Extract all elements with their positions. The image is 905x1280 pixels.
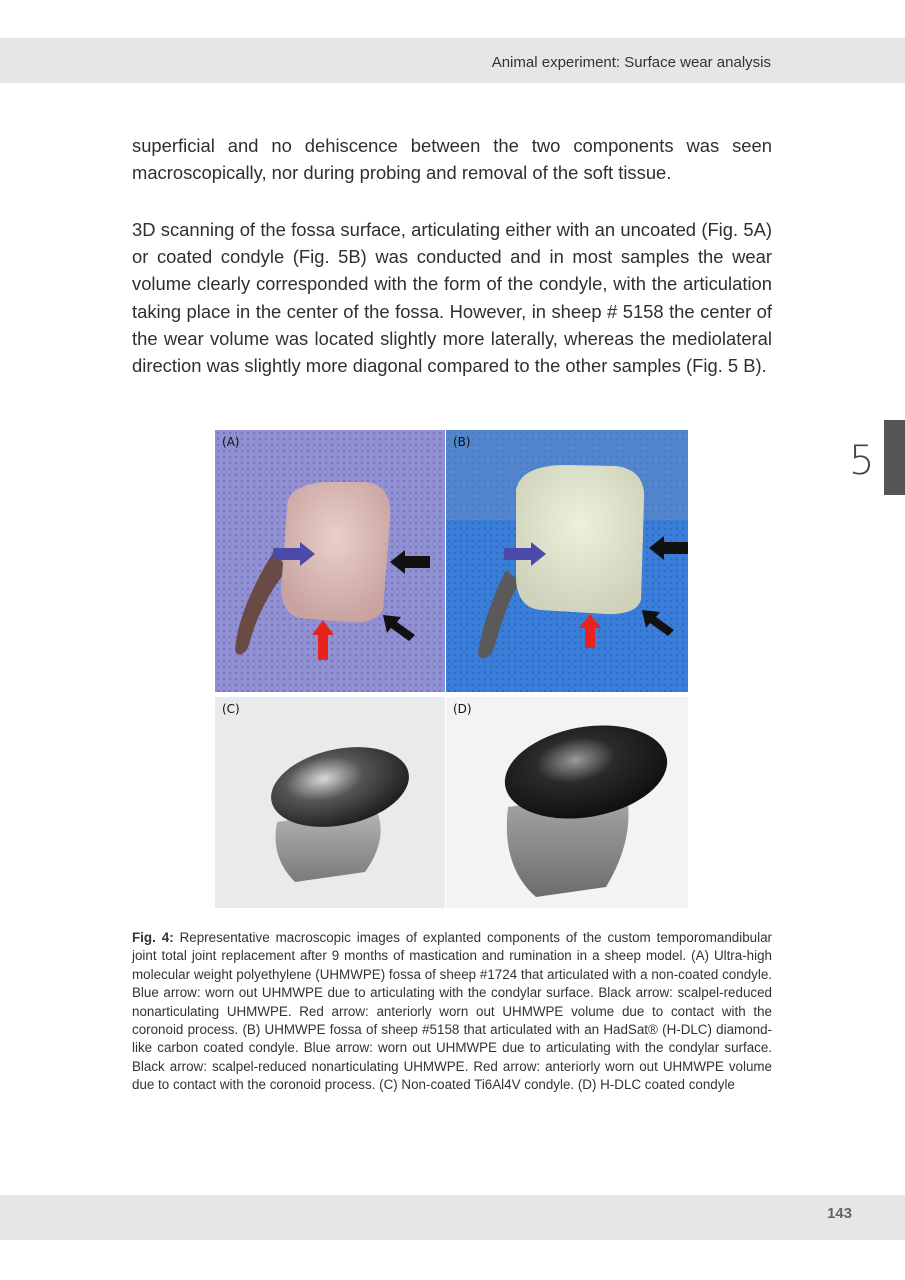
panel-b-photo [446, 430, 688, 692]
caption-label: Fig. 4: [132, 930, 174, 945]
panel-a-photo [215, 430, 445, 692]
chapter-number: 5 [849, 438, 875, 484]
panel-label-c: (C) [222, 702, 240, 716]
figure-caption [132, 929, 772, 1095]
panel-c-condyle-uncoated [215, 697, 445, 908]
chapter-tab [884, 420, 905, 495]
body-paragraph-1: superficial and no dehiscence between the two components was seen macroscopically, nor during probing and removal of the soft tissue. [132, 135, 772, 184]
panel-b-fossa-coated [446, 430, 688, 692]
panel-b-fossa [516, 465, 644, 614]
figure-4 [215, 430, 688, 908]
panel-a-fossa-uncoated [215, 430, 445, 692]
panel-label-b: (B) [453, 435, 471, 449]
panel-c-photo [215, 697, 445, 908]
panel-d-photo [446, 697, 688, 908]
page-number: 143 [826, 1205, 852, 1222]
body-paragraph-2: 3D scanning of the fossa surface, articulating either with an uncoated (Fig. 5A) or coated condyle (Fig. 5B) was conducted and in most samples the wear volume clearly corresponded with the form of the condyle, with the articulation taking place in the center of the fossa. However, in sheep # 5158 the center of the wear volume was located slightly more laterally, whereas the mediolateral direction was slightly more diagonal compared to the other samples (Fig. 5 B). [132, 219, 772, 377]
panel-label-d: (D) [453, 702, 472, 716]
running-head: Animal experiment: Surface wear analysis [491, 54, 771, 71]
panel-d-condyle-coated [446, 697, 688, 908]
panel-label-a: (A) [222, 435, 240, 449]
caption-text: Representative macroscopic images of explanted components of the custom temporomandibular joint total joint replacement after 9 months of mastication and rumination in a sheep model. (A) Ultra-high molecular weight polyethylene (UHMWPE) fossa of sheep #1724 that articulated with a non-coated condyle. Blue arrow: worn out UHMWPE due to articulating with the condylar surface. Black arrow: scalpel-reduced nonarticulating UHMWPE. Red arrow: anteriorly worn out UHMWPE volume due to contact with the coronoid process. (B) UHMWPE fossa of sheep #5158 that articulated with an HadSat® (H-DLC) diamond-like carbon coated condyle. Blue arrow: worn out UHMWPE due to articulating with the condylar surface. Black arrow: scalpel-reduced nonarticulating UHMWPE. Red arrow: anteriorly worn out UHMWPE volume due to contact with the coronoid process. (C) Non-coated Ti6Al4V condyle. (D) H-DLC coated condyle [132, 930, 772, 1093]
footer-bar [0, 1195, 905, 1240]
